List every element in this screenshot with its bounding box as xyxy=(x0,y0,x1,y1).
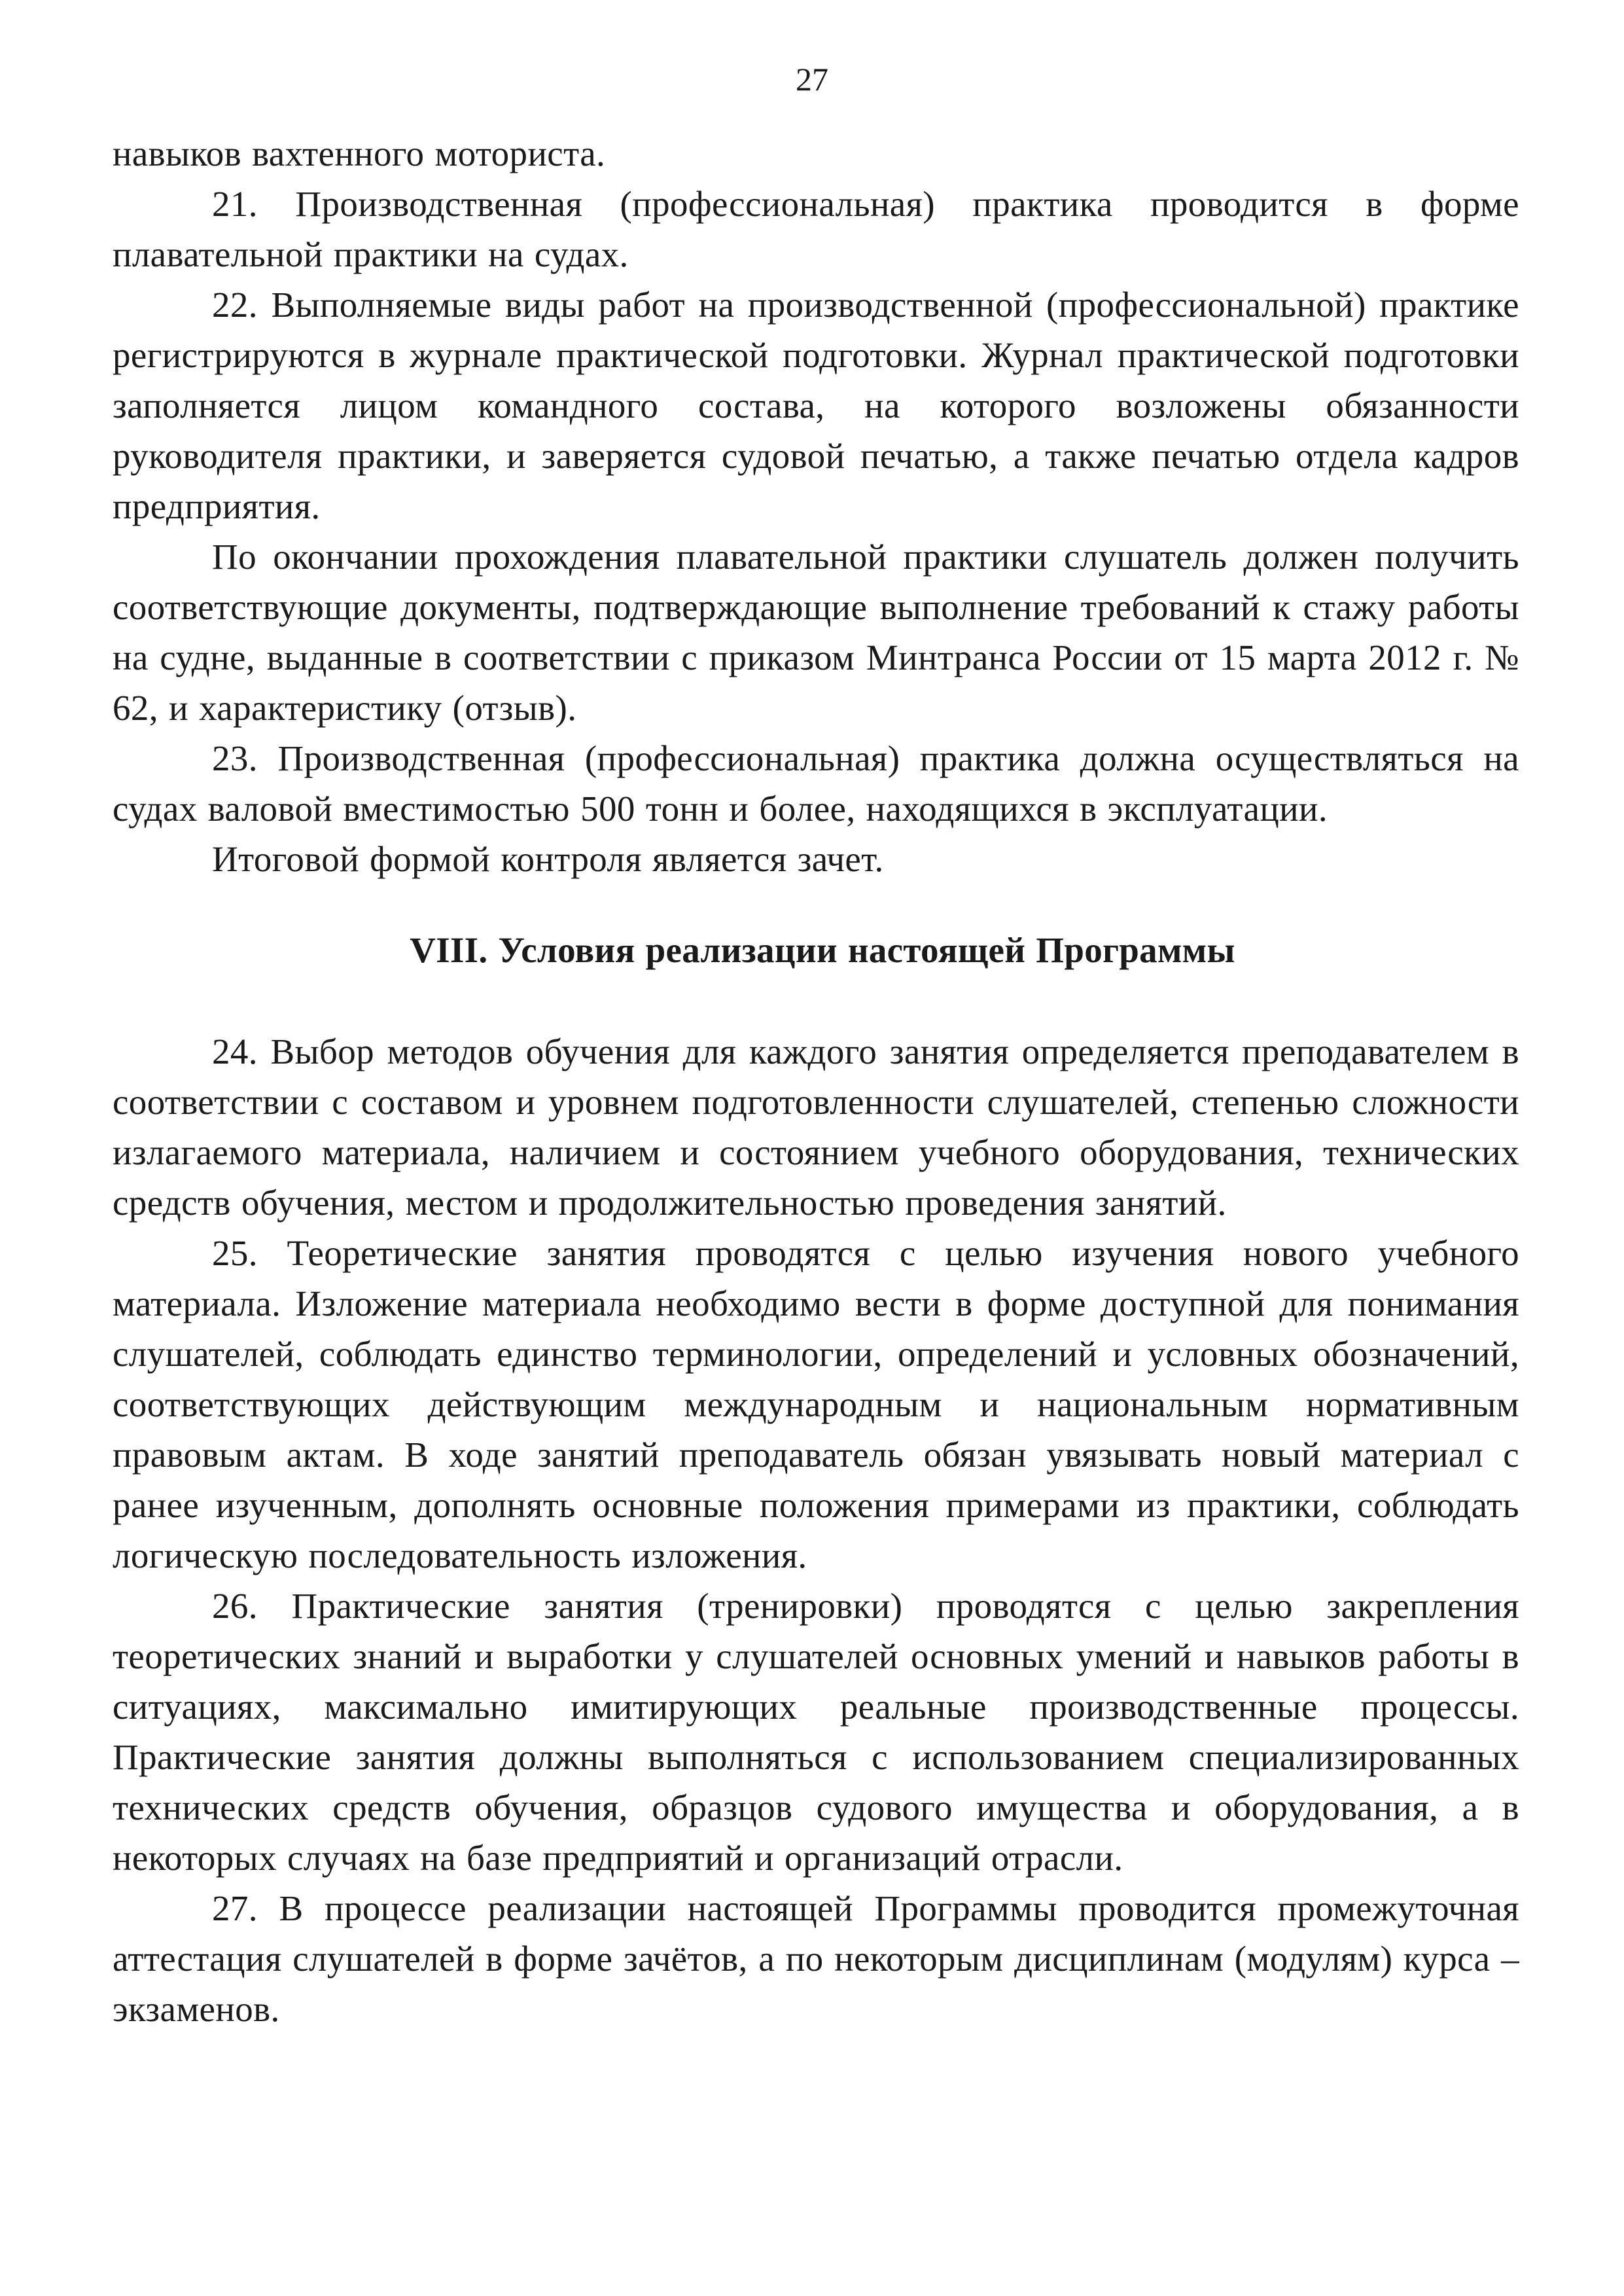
paragraph-25: 25. Теоретические занятия проводятся с целью изучения нового учебного материала. Изложение материала необходимо вести в форме доступной для понимания слушателей, соблюдать единство терминологии, определений и условных обозначений, соответствующих действующим международным и национальным нормативным правовым актам. В ходе занятий преподаватель обязан увязывать новый материал с ранее изученным, дополнять основные положения примерами из практики, соблюдать логическую последовательность изложения. xyxy=(113,1233,1519,1575)
paragraph-27: 27. В процессе реализации настоящей Программы проводится промежуточная аттестация слушателей в форме зачётов, а по некоторым дисциплинам (модулям) курса – экзаменов. xyxy=(113,1888,1519,2029)
paragraph-24: 24. Выбор методов обучения для каждого занятия определяется преподавателем в соответствии с составом и уровнем подготовленности слушателей, степенью сложности излагаемого материала, наличием и состоянием учебного оборудования, технических средств обучения, местом и продолжительностью проведения занятий. xyxy=(113,1031,1519,1223)
paragraph-23: 23. Производственная (профессиональная) практика должна осуществляться на судах валовой вместимостью 500 тонн и более, находящихся в эксплуатации. xyxy=(113,738,1519,829)
paragraph-26: 26. Практические занятия (тренировки) проводятся с целью закрепления теоретических знаний и выработки у слушателей основных умений и навыков работы в ситуациях, максимально имитирующих реальные производственные процессы. Практические занятия должны выполняться с использованием специализированных технических средств обучения, образцов судового имущества и оборудования, а в некоторых случаях на базе предприятий и организаций отрасли. xyxy=(113,1586,1519,1878)
paragraph-continuation: навыков вахтенного моториста. xyxy=(113,134,606,173)
document-body xyxy=(113,128,1519,2034)
section-title: VIII. Условия реализации настоящей Программы xyxy=(410,930,1235,970)
page-number: 27 xyxy=(796,61,828,98)
paragraph-23-final-control: Итоговой формой контроля является зачет. xyxy=(212,839,884,879)
paragraph-21: 21. Производственная (профессиональная) практика проводится в форме плавательной практики на судах. xyxy=(113,184,1519,274)
paragraph-22-continued: По окончании прохождения плавательной практики слушатель должен получить соответствующие документы, подтверждающие выполнение требований к стажу работы на судне, выданные в соответствии с приказом Минтранса России от 15 марта 2012 г. № 62, и характеристику (отзыв). xyxy=(113,537,1519,728)
paragraph-22: 22. Выполняемые виды работ на производственной (профессиональной) практике регистрируются в журнале практической подготовки. Журнал практической подготовки заполняется лицом командного состава, на которого возложены обязанности руководителя практики, и заверяется судовой печатью, а также печатью отдела кадров предприятия. xyxy=(113,285,1519,526)
